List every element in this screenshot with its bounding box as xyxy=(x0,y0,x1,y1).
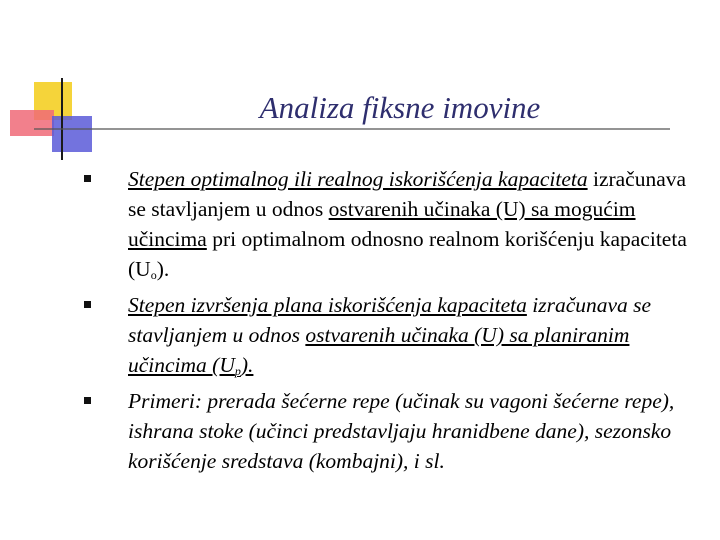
bullet-text-segment: pri optimalnom odnosno realnom korišćenju kapaciteta (U xyxy=(128,227,687,281)
bullet-text-segment: ostvarenih učinaka (U) sa mogućim učincima xyxy=(128,197,636,251)
bullet-square-icon xyxy=(84,301,91,308)
bullet-text-segment: p xyxy=(234,364,241,378)
blue-square xyxy=(52,116,92,152)
bullet-square-icon xyxy=(84,397,91,404)
bullet-text-segment: izračunava se stavljanjem u odnos xyxy=(128,293,652,347)
bullet-text-segment: Primeri: prerada šećerne repe (učinak su vagoni šećerne repe), ishrana stoke (učinci predstavljaju hranidbene dane), sezonsko korišćenje sredstava (kombajni), i sl. xyxy=(128,389,675,473)
bullet-item xyxy=(84,386,704,476)
bullet-list xyxy=(84,164,704,476)
bullet-item xyxy=(84,164,704,290)
bullet-text-segment: Stepen izvršenja plana iskorišćenja kapaciteta xyxy=(128,293,527,317)
slide-title: Analiza fiksne imovine xyxy=(259,90,541,125)
bullet-text-segment: ). xyxy=(240,353,254,377)
bullet-text-segment: ). xyxy=(156,257,170,281)
bullet-text-segment: ostvarenih učinaka (U) sa planiranim učincima (U xyxy=(128,323,630,377)
bullet-text-segment: o xyxy=(150,268,157,282)
red-square xyxy=(10,110,54,136)
bullet-text-segment: izračunava se stavljanjem u odnos xyxy=(128,167,687,221)
corner-decoration xyxy=(0,0,720,170)
bullet-text-segment: Stepen optimalnog ili realnog iskorišćenja kapaciteta xyxy=(128,167,588,191)
bullet-item xyxy=(84,290,704,386)
bullet-square-icon xyxy=(84,175,91,182)
